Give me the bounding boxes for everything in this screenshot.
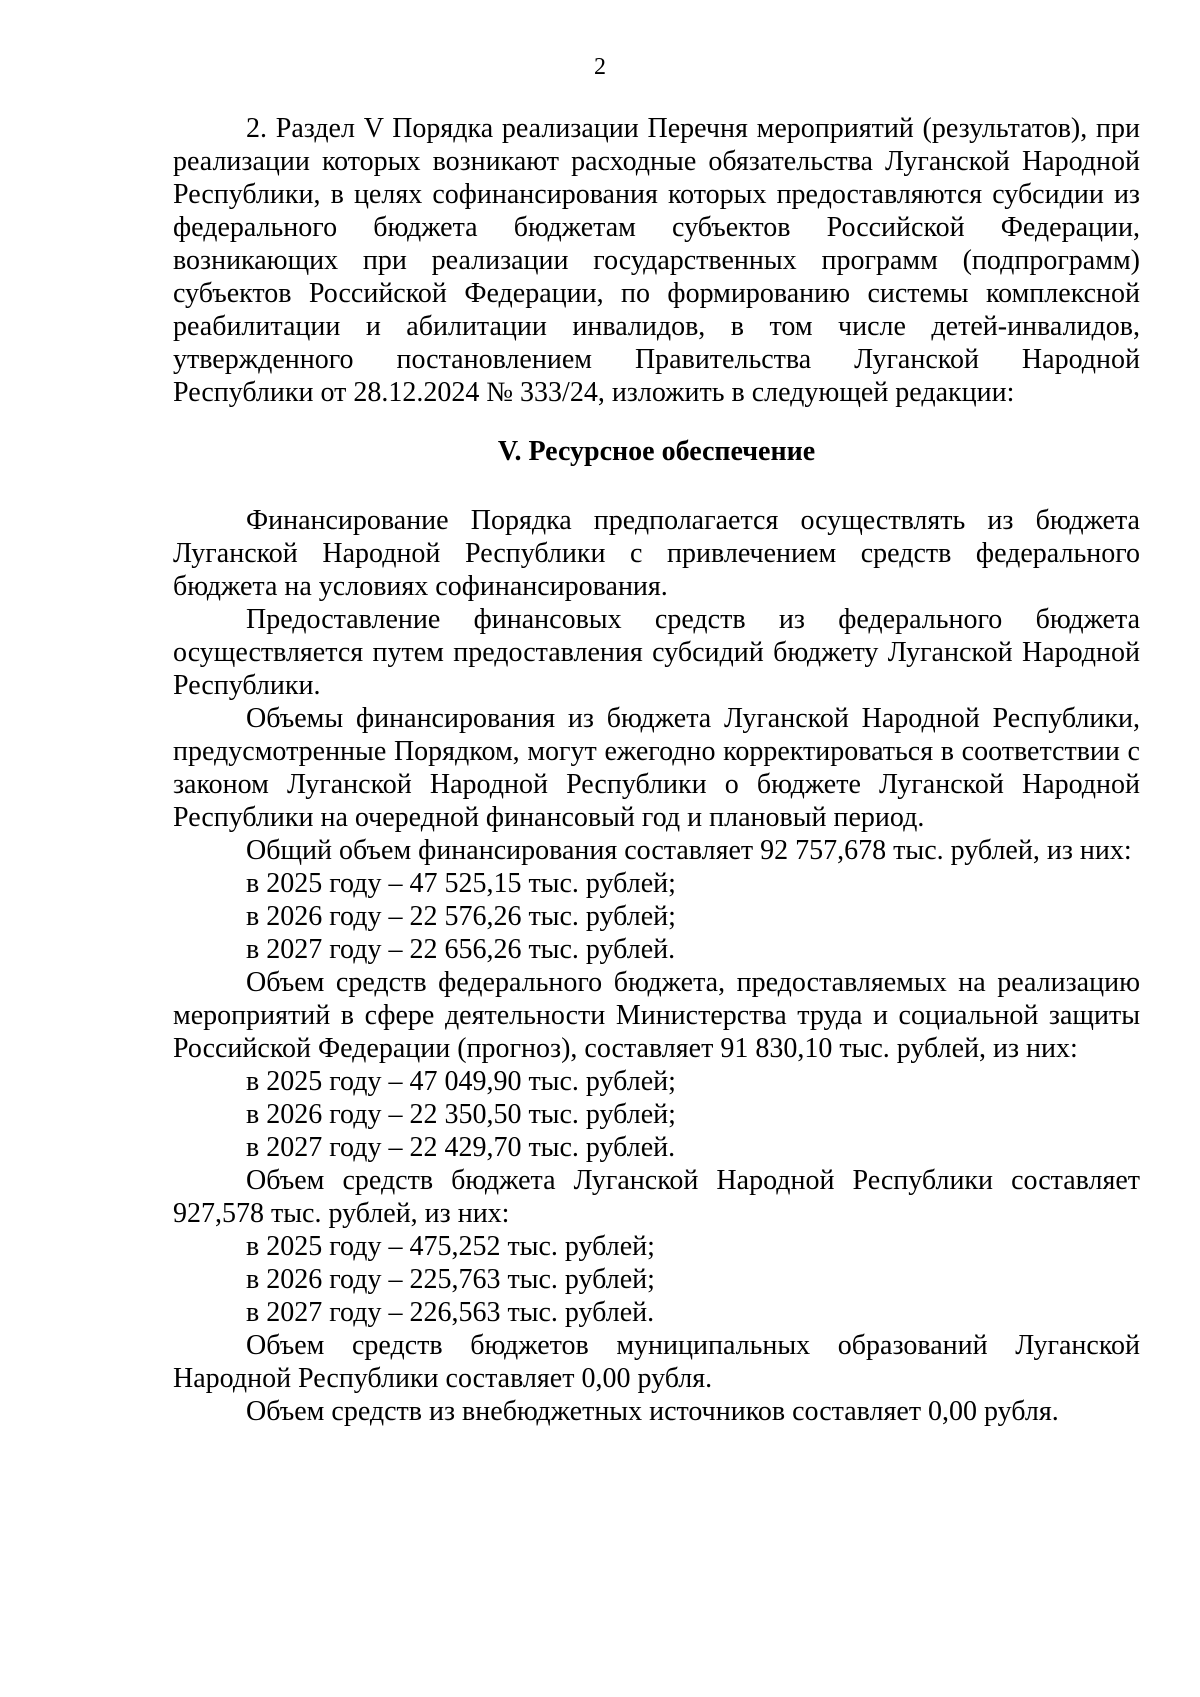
regional-funding-2026: в 2026 году – 225,763 тыс. рублей;	[246, 1264, 655, 1295]
intro-paragraph: 2. Раздел V Порядка реализации Перечня мероприятий (результатов), при реализации которых возникают расходные обязательства Луганской Народной Республики, в целях софинансирования которых предоставляются субсидии из федерального бюджета бюджетам субъектов Российской Федерации, возникающих при реализации государственных программ (подпрограмм) субъектов Российской Федерации, по формированию системы комплексной реабилитации и абилитации инвалидов, в том числе детей-инвалидов, утвержденного постановлением Правительства Луганской Народной Республики от 28.12.2024 № 333/24, изложить в следующей редакции:	[173, 113, 1140, 408]
section-heading: V. Ресурсное обеспечение	[497, 436, 816, 467]
total-funding-2025: в 2025 году – 47 525,15 тыс. рублей;	[246, 868, 676, 899]
federal-subsidy-paragraph: Предоставление финансовых средств из федерального бюджета осуществляется путем предоставления субсидий бюджету Луганской Народной Республики.	[173, 604, 1140, 701]
extrabudgetary-funding-paragraph: Объем средств из внебюджетных источников составляет 0,00 рубля.	[246, 1396, 1059, 1427]
total-funding-2026: в 2026 году – 22 576,26 тыс. рублей;	[246, 901, 676, 932]
budget-adjustment-paragraph: Объемы финансирования из бюджета Луганской Народной Республики, предусмотренные Порядком, могут ежегодно корректироваться в соответствии с законом Луганской Народной Республики о бюджете Луганской Народной Республики на очередной финансовый год и плановый период.	[173, 703, 1140, 833]
regional-funding-paragraph: Объем средств бюджета Луганской Народной Республики составляет 927,578 тыс. рублей, из них:	[173, 1165, 1140, 1229]
federal-funding-2026: в 2026 году – 22 350,50 тыс. рублей;	[246, 1099, 676, 1130]
municipal-funding-paragraph: Объем средств бюджетов муниципальных образований Луганской Народной Республики составляет 0,00 рубля.	[173, 1330, 1140, 1394]
federal-funding-2027: в 2027 году – 22 429,70 тыс. рублей.	[246, 1132, 676, 1163]
funding-source-paragraph: Финансирование Порядка предполагается осуществлять из бюджета Луганской Народной Республики с привлечением средств федерального бюджета на условиях софинансирования.	[173, 505, 1140, 602]
page-number: 2	[594, 54, 606, 80]
regional-funding-2027: в 2027 году – 226,563 тыс. рублей.	[246, 1297, 655, 1328]
regional-funding-2025: в 2025 году – 475,252 тыс. рублей;	[246, 1231, 655, 1262]
total-funding-paragraph: Общий объем финансирования составляет 92 757,678 тыс. рублей, из них:	[246, 835, 1132, 866]
total-funding-2027: в 2027 году – 22 656,26 тыс. рублей.	[246, 934, 676, 965]
federal-funding-2025: в 2025 году – 47 049,90 тыс. рублей;	[246, 1066, 676, 1097]
document-body	[173, 112, 1140, 1428]
federal-funding-paragraph: Объем средств федерального бюджета, предоставляемых на реализацию мероприятий в сфере деятельности Министерства труда и социальной защиты Российской Федерации (прогноз), составляет 91 830,10 тыс. рублей, из них:	[173, 967, 1140, 1064]
